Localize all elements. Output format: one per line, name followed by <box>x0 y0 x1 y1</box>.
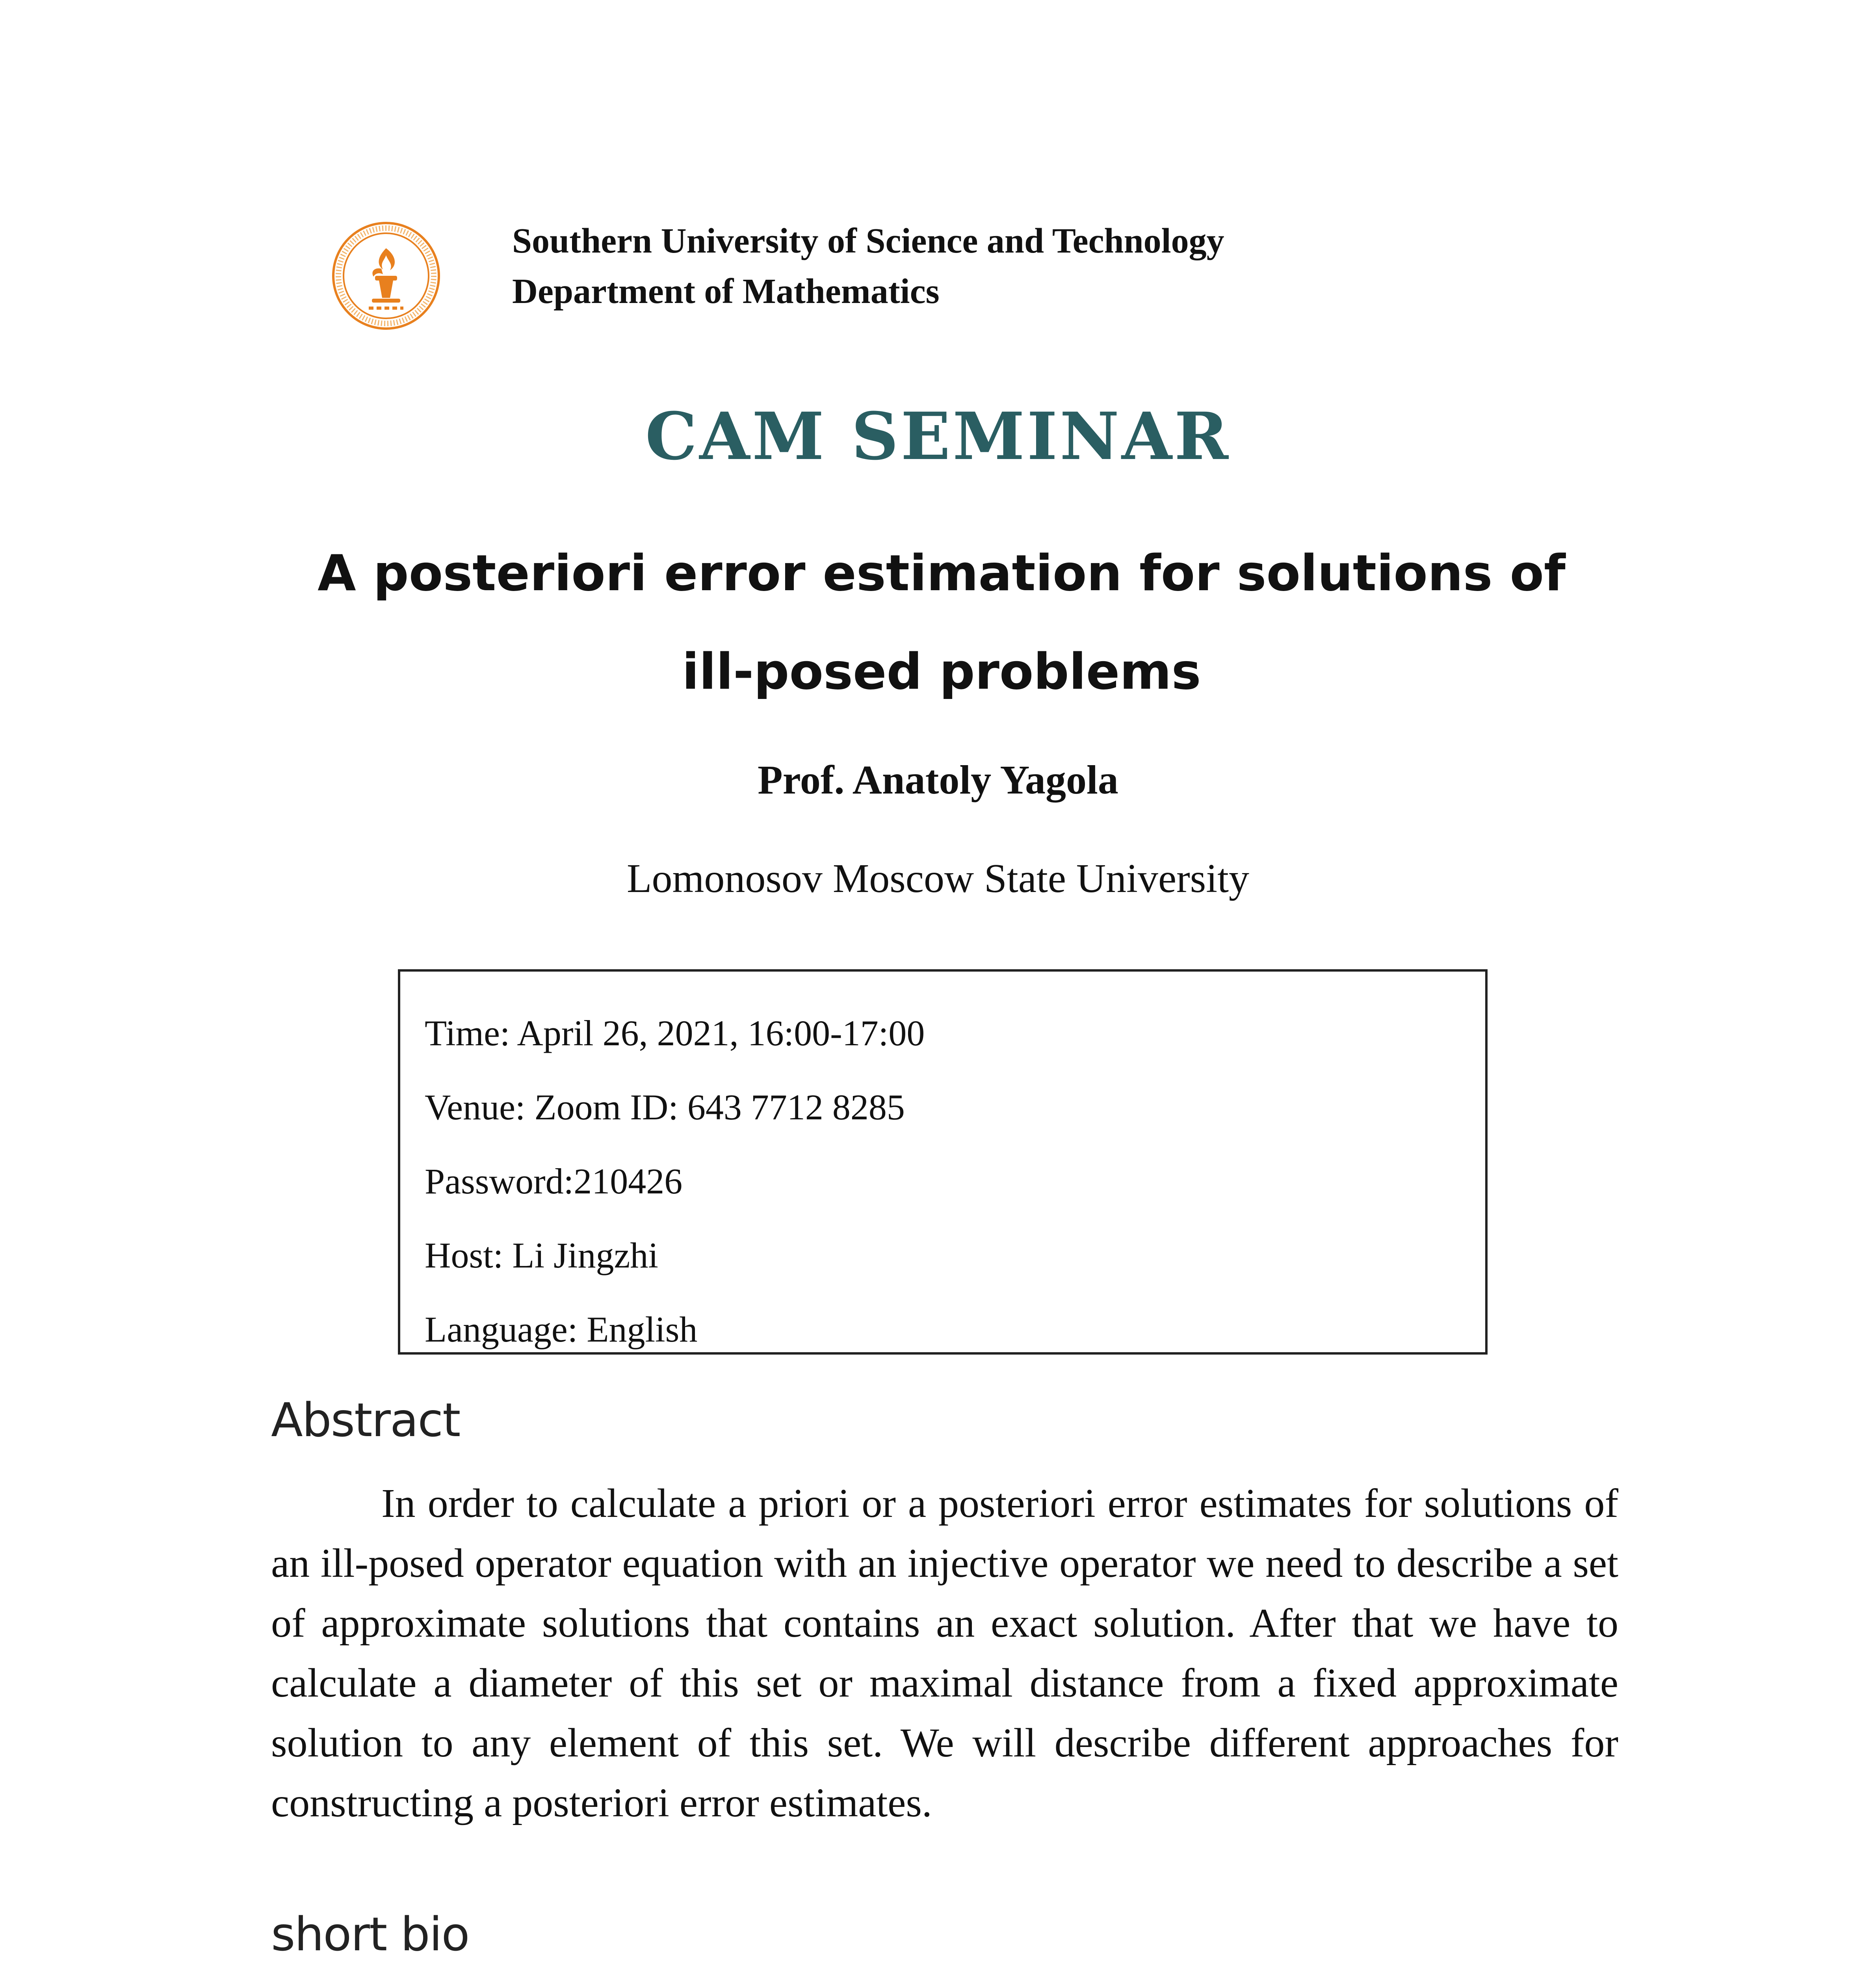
speaker-affiliation: Lomonosov Moscow State University <box>626 856 1250 901</box>
event-password: Password:210426 <box>425 1161 683 1201</box>
event-time: Time: April 26, 2021, 16:00-17:00 <box>425 1013 925 1053</box>
event-language: Language: English <box>425 1309 698 1349</box>
event-host: Host: Li Jingzhi <box>425 1235 658 1275</box>
abstract-text: In order to calculate a priori or a posteriori error estimates for solutions of an ill-posed operator equation with an injective operator we need to describe a set of approximate solutions that contains an exact solution. After that we have to calculate a diameter of this set or maximal distance from a fixed approximate solution to any element of this set. We will describe different approaches for constructing a posteriori error estimates. <box>271 1481 1618 1825</box>
series-title: CAM SEMINAR <box>645 398 1231 474</box>
abstract-heading: Abstract <box>271 1393 460 1447</box>
university-seal-icon <box>331 221 441 331</box>
event-venue: Venue: Zoom ID: 643 7712 8285 <box>425 1087 905 1127</box>
event-info-box <box>398 969 1488 1355</box>
bio-heading: short bio <box>271 1907 469 1961</box>
institution-name: Southern University of Science and Technology <box>512 221 1224 260</box>
department-name: Department of Mathematics <box>512 272 940 311</box>
speaker-name: Prof. Anatoly Yagola <box>758 757 1118 803</box>
talk-title: A posteriori error estimation for solutions of ill-posed problems <box>318 544 1566 701</box>
institution-header <box>512 216 1224 317</box>
